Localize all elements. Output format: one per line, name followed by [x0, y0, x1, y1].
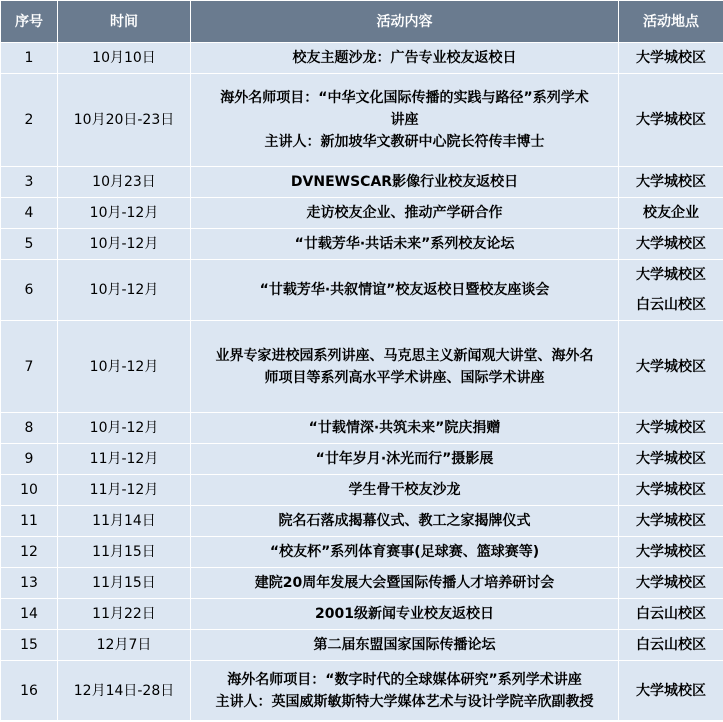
row-content	[191, 599, 619, 630]
content-line: 讲座	[390, 112, 419, 128]
row-number: 11	[1, 506, 58, 537]
table-row	[1, 568, 723, 599]
row-number: 16	[1, 661, 58, 721]
row-place	[619, 630, 723, 661]
row-date: 10月20日-23日	[58, 74, 191, 167]
row-content	[191, 444, 619, 475]
row-place	[619, 74, 723, 167]
row-content	[191, 413, 619, 444]
table-row	[1, 229, 723, 260]
content-line: 海外名师项目：“中华文化国际传播的实践与路径”系列学术	[220, 90, 589, 106]
row-place	[619, 413, 723, 444]
place-line: 大学城校区	[636, 544, 706, 560]
content-line: 第二届东盟国家国际传播论坛	[313, 637, 496, 653]
row-content	[191, 506, 619, 537]
place-line: 白云山校区	[636, 606, 706, 622]
row-place	[619, 537, 723, 568]
table-row	[1, 74, 723, 167]
place-line: 白云山校区	[636, 637, 706, 653]
place-line: 大学城校区	[636, 174, 706, 190]
table-row	[1, 321, 723, 413]
row-place	[619, 568, 723, 599]
content-line: 走访校友企业、推动产学研合作	[306, 205, 503, 221]
row-content	[191, 229, 619, 260]
place-line: 大学城校区	[636, 50, 706, 66]
table-row	[1, 599, 723, 630]
table-row	[1, 475, 723, 506]
row-number: 14	[1, 599, 58, 630]
row-content	[191, 630, 619, 661]
row-number: 5	[1, 229, 58, 260]
row-place	[619, 260, 723, 321]
row-date: 12月14日-28日	[58, 661, 191, 721]
row-number: 1	[1, 43, 58, 74]
table-row	[1, 630, 723, 661]
row-place	[619, 506, 723, 537]
row-content	[191, 198, 619, 229]
row-date: 11月22日	[58, 599, 191, 630]
row-content	[191, 167, 619, 198]
row-number: 7	[1, 321, 58, 413]
row-content	[191, 321, 619, 413]
header-content: 活动内容	[191, 1, 619, 43]
row-number: 13	[1, 568, 58, 599]
row-date: 10月-12月	[58, 321, 191, 413]
row-date: 11月-12月	[58, 475, 191, 506]
place-line: 大学城校区	[636, 451, 706, 467]
row-date: 12月7日	[58, 630, 191, 661]
table-row	[1, 413, 723, 444]
place-line: 大学城校区	[636, 236, 706, 252]
row-date: 11月14日	[58, 506, 191, 537]
table-row	[1, 167, 723, 198]
content-line: 主讲人：英国威斯敏斯特大学媒体艺术与设计学院辛欣副教授	[215, 693, 594, 710]
row-place	[619, 43, 723, 74]
row-date: 11月-12月	[58, 444, 191, 475]
row-content	[191, 74, 619, 167]
row-date: 10月-12月	[58, 260, 191, 321]
place-line: 大学城校区	[636, 682, 706, 699]
row-date: 10月-12月	[58, 413, 191, 444]
row-content	[191, 568, 619, 599]
content-line: “廿年岁月·沐光而行”摄影展	[315, 451, 494, 467]
row-content	[191, 661, 619, 721]
row-date: 10月-12月	[58, 198, 191, 229]
place-line: 校友企业	[643, 205, 699, 221]
row-number: 8	[1, 413, 58, 444]
content-line: “廿载情深·共筑未来”院庆捐赠	[308, 420, 501, 436]
table-row	[1, 444, 723, 475]
row-number: 9	[1, 444, 58, 475]
row-number: 6	[1, 260, 58, 321]
content-line: 业界专家进校园系列讲座、马克思主义新闻观大讲堂、海外名	[215, 347, 594, 364]
row-place	[619, 444, 723, 475]
content-line: 海外名师项目：“数字时代的全球媒体研究”系列学术讲座	[227, 671, 582, 688]
row-content	[191, 43, 619, 74]
row-date: 10月23日	[58, 167, 191, 198]
content-line: “廿载芳华·共叙情谊”校友返校日暨校友座谈会	[259, 282, 550, 298]
content-line: “校友杯”系列体育赛事(足球赛、篮球赛等)	[269, 544, 540, 560]
place-line: 大学城校区	[636, 358, 706, 375]
row-number: 4	[1, 198, 58, 229]
place-line: 大学城校区	[636, 420, 706, 436]
row-place	[619, 475, 723, 506]
row-content	[191, 475, 619, 506]
content-line: 建院20周年发展大会暨国际传播人才培养研讨会	[254, 575, 555, 591]
content-line: 师项目等系列高水平学术讲座、国际学术讲座	[264, 369, 545, 386]
row-date: 11月15日	[58, 568, 191, 599]
row-number: 15	[1, 630, 58, 661]
row-place	[619, 661, 723, 721]
place-line: 大学城校区	[636, 513, 706, 529]
row-number: 12	[1, 537, 58, 568]
content-line: 2001级新闻专业校友返校日	[315, 606, 494, 622]
row-content	[191, 260, 619, 321]
header-date: 时间	[58, 1, 191, 43]
row-place	[619, 321, 723, 413]
row-place	[619, 599, 723, 630]
row-content	[191, 537, 619, 568]
row-number: 2	[1, 74, 58, 167]
content-line: “廿载芳华·共话未来”系列校友论坛	[294, 236, 515, 252]
place-line: 白云山校区	[636, 297, 706, 313]
content-line: DVNEWSCAR影像行业校友返校日	[290, 174, 519, 190]
row-date: 10月10日	[58, 43, 191, 74]
place-line: 大学城校区	[636, 267, 706, 283]
table-row	[1, 661, 723, 721]
content-line: 校友主题沙龙：广告专业校友返校日	[292, 50, 517, 66]
table-row	[1, 198, 723, 229]
row-number: 3	[1, 167, 58, 198]
row-place	[619, 198, 723, 229]
row-place	[619, 229, 723, 260]
row-number: 10	[1, 475, 58, 506]
header-row	[1, 1, 723, 43]
place-line: 大学城校区	[636, 575, 706, 591]
table-row	[1, 43, 723, 74]
content-line: 院名石落成揭幕仪式、教工之家揭牌仪式	[278, 513, 531, 529]
table-row	[1, 260, 723, 321]
header-place: 活动地点	[619, 1, 723, 43]
row-date: 10月-12月	[58, 229, 191, 260]
table-row	[1, 537, 723, 568]
content-line: 学生骨干校友沙龙	[348, 482, 461, 498]
content-line: 主讲人：新加坡华文教研中心院长符传丰博士	[264, 134, 545, 150]
place-line: 大学城校区	[636, 482, 706, 498]
row-place	[619, 167, 723, 198]
row-date: 11月15日	[58, 537, 191, 568]
table-body	[1, 43, 723, 721]
place-line: 大学城校区	[636, 112, 706, 128]
table-row	[1, 506, 723, 537]
header-num: 序号	[1, 1, 58, 43]
